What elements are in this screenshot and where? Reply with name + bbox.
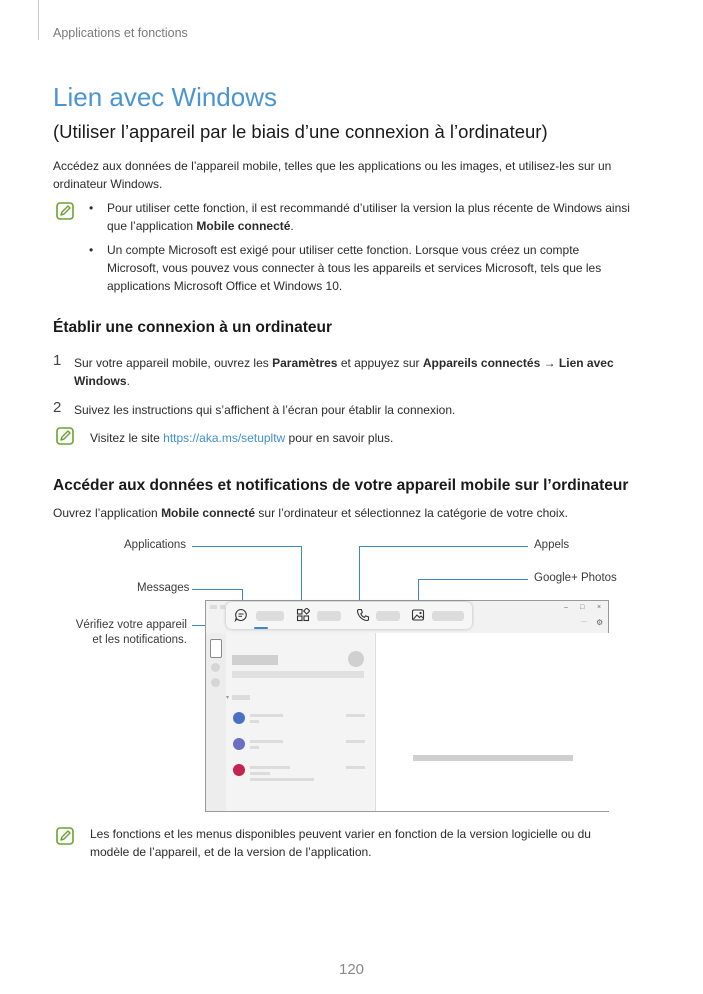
placeholder-bar (317, 611, 341, 621)
placeholder-bar (376, 611, 400, 621)
label-verify-line: Vérifiez votre appareil (75, 619, 187, 631)
placeholder-bar (346, 766, 365, 769)
page-subtitle: (Utiliser l’appareil par le biais d’une connexion à l’ordinateur) (53, 121, 548, 142)
step-bold: Lien avec Windows (74, 356, 614, 388)
note-bullet-2 (89, 241, 632, 295)
step-1-text (74, 354, 619, 390)
label-verify-line: et les notifications. (92, 634, 187, 646)
label-applications: Applications (124, 539, 187, 551)
placeholder-bar (250, 778, 314, 781)
more-icon[interactable]: ··· (581, 619, 587, 625)
label-messages: Messages (137, 582, 190, 594)
placeholder-bar (210, 605, 217, 609)
callout-line (301, 546, 302, 604)
label-google-photos: Google+ Photos (534, 572, 617, 584)
placeholder-bar (232, 695, 250, 700)
phone-icon[interactable] (210, 639, 222, 658)
placeholder-bar (413, 755, 573, 761)
header-section: Applications et fonctions (53, 26, 188, 40)
note-icon (56, 427, 74, 445)
placeholder-bar (432, 611, 464, 621)
bullet-dot: • (89, 201, 94, 215)
intro-paragraph: Accédez aux données de l’appareil mobile, telles que les applications ou les images, et utilisez-les sur un ordinateur Windows. (53, 159, 612, 191)
setup-link[interactable]: https://aka.ms/setupltw (163, 431, 286, 445)
note-icon (56, 202, 74, 220)
bullet-dot: • (89, 243, 94, 257)
phone-call-icon[interactable] (356, 608, 370, 622)
settings-icon[interactable]: ⚙ (596, 618, 604, 627)
note-text: Un compte Microsoft est exigé pour utiliser cette fonction. Lorsque vous créez un compte Microsoft, vous pouvez vous connecter à tous les appareils et services Microsoft, tels que les applications Microsoft Office et Windows 10. (107, 243, 602, 293)
note-text: pour en savoir plus. (285, 431, 394, 445)
photos-icon[interactable] (411, 608, 425, 622)
intro-bold: Mobile connecté (161, 506, 256, 520)
placeholder-bar (346, 740, 365, 743)
note-text: Visitez le site (90, 431, 164, 445)
step-text: Sur votre appareil mobile, ouvrez les (74, 356, 273, 370)
avatar (233, 712, 245, 724)
apps-icon[interactable] (296, 608, 310, 622)
label-verify-device (60, 618, 187, 648)
placeholder-bar (232, 671, 364, 678)
intro-text: Ouvrez l’application (53, 506, 162, 520)
bottom-note: Les fonctions et les menus disponibles peuvent varier en fonction de la version logicielle ou du modèle de l’appareil, et de la version de l’application. (90, 827, 591, 859)
page-title: Lien avec Windows (53, 82, 277, 112)
category-tab-bar (226, 602, 472, 629)
note-bullet-1 (89, 199, 632, 235)
note-text: . (290, 219, 294, 233)
avatar[interactable] (348, 651, 364, 667)
maximize-icon[interactable]: □ (580, 604, 585, 611)
close-icon[interactable]: × (597, 604, 602, 611)
page-number: 120 (338, 961, 365, 978)
note-icon (56, 827, 74, 845)
note-visit (90, 429, 630, 447)
placeholder-bar (220, 605, 225, 609)
placeholder-bar (250, 714, 283, 717)
rail-dot (211, 663, 220, 672)
avatar (233, 738, 245, 750)
callout-line (360, 546, 528, 547)
note-text: Pour utiliser cette fonction, il est recommandé d’utiliser la version la plus récente de Windows ainsi que l’application (107, 201, 630, 233)
header-rule (38, 0, 39, 40)
arrow-glyph: → (540, 356, 559, 370)
placeholder-bar (250, 720, 259, 723)
step-text: . (126, 374, 130, 388)
callout-line (359, 546, 360, 604)
placeholder-bar (346, 714, 365, 717)
step-2-text: Suivez les instructions qui s’affichent à l’écran pour établir la connexion. (74, 403, 456, 417)
app-window (205, 600, 609, 812)
callout-line (192, 589, 243, 590)
avatar (233, 764, 245, 776)
step-bold: Appareils connectés (422, 356, 541, 370)
placeholder-bar (250, 740, 283, 743)
step-number: 1 (53, 352, 62, 369)
active-tab-indicator (254, 627, 268, 629)
left-rail (206, 633, 226, 811)
callout-line (419, 579, 528, 580)
placeholder-bar (250, 766, 290, 769)
step-text: et appuyez sur (337, 356, 423, 370)
intro-text: sur l’ordinateur et sélectionnez la catégorie de votre choix. (255, 506, 568, 520)
placeholder-bar (232, 655, 278, 665)
step-number: 2 (53, 399, 62, 416)
section-heading-access: Accéder aux données et notifications de votre appareil mobile sur l’ordinateur (53, 477, 629, 494)
minimize-icon[interactable]: – (564, 604, 568, 611)
chevron-down-icon[interactable]: ▾ (226, 695, 230, 701)
callout-line (192, 546, 302, 547)
placeholder-bar (256, 611, 284, 621)
note-bold: Mobile connecté (196, 219, 291, 233)
content-panel (375, 633, 609, 811)
section-heading-connect: Établir une connexion à un ordinateur (53, 319, 333, 336)
section-2-intro (53, 504, 653, 522)
placeholder-bar (250, 746, 259, 749)
rail-dot (211, 678, 220, 687)
placeholder-bar (250, 772, 270, 775)
label-calls: Appels (534, 539, 570, 551)
step-bold: Paramètres (272, 356, 338, 370)
messages-icon[interactable] (234, 608, 248, 622)
